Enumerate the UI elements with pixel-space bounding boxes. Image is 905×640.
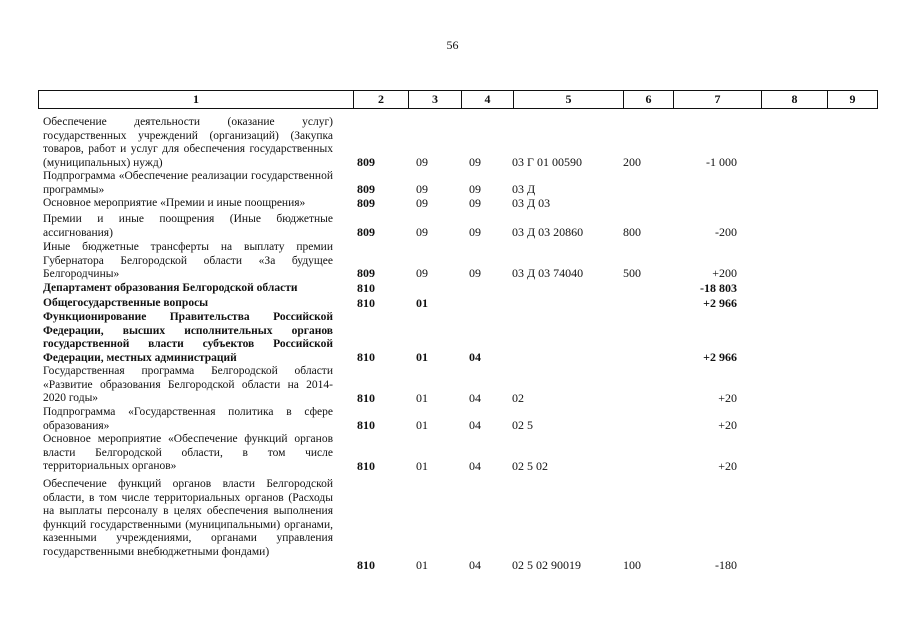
row-code: 809 xyxy=(357,182,375,196)
header-col-2: 2 xyxy=(353,91,408,108)
row-expense-type: 200 xyxy=(623,155,641,169)
header-col-8: 8 xyxy=(761,91,827,108)
header-col-6: 6 xyxy=(623,91,673,108)
row-section: 09 xyxy=(416,266,428,280)
row-section: 01 xyxy=(416,350,428,364)
row-section: 01 xyxy=(416,391,428,405)
header-col-7: 7 xyxy=(673,91,761,108)
row-target-article: 03 Д xyxy=(512,182,536,196)
row-code: 810 xyxy=(357,296,375,310)
row-target-article: 02 5 xyxy=(512,418,533,432)
row-target-article: 02 5 02 xyxy=(512,459,548,473)
row-subsection: 04 xyxy=(469,391,481,405)
row-description: Департамент образования Белгородской области xyxy=(43,282,298,294)
row-amount: +20 xyxy=(718,391,737,405)
row-amount: +20 xyxy=(718,418,737,432)
header-col-1: 1 xyxy=(193,92,199,106)
row-code: 810 xyxy=(357,558,375,572)
row-subsection: 09 xyxy=(469,225,481,239)
row-target-article: 03 Г 01 00590 xyxy=(512,155,582,169)
row-description: Подпрограмма «Государственная политика в сфере образования» xyxy=(43,406,333,432)
row-target-article: 03 Д 03 xyxy=(512,196,551,210)
row-amount: -200 xyxy=(715,225,737,239)
row-description: Обеспечение деятельности (оказание услуг) государственных учреждений (организаций) (Закупка товаров, работ и услуг для обеспечения государственных (муниципальных) нужд) xyxy=(43,116,333,169)
row-subsection: 04 xyxy=(469,418,481,432)
row-description: Иные бюджетные трансферты на выплату премии Губернатора Белгородской области «За будущее Белгородчины» xyxy=(43,241,333,281)
header-col-9: 9 xyxy=(827,91,877,108)
row-code: 809 xyxy=(357,225,375,239)
row-description: Подпрограмма «Обеспечение реализации государственной программы» xyxy=(43,170,333,196)
row-code: 809 xyxy=(357,266,375,280)
row-description: Функционирование Правительства Российской Федерации, высших исполнительных органов государственной власти субъектов Российской Федерации, местных администраций xyxy=(43,311,333,364)
row-target-article: 02 5 02 90019 xyxy=(512,558,581,572)
row-amount: -180 xyxy=(715,558,737,572)
row-section: 09 xyxy=(416,182,428,196)
table-header xyxy=(38,90,878,109)
header-col-5: 5 xyxy=(513,91,623,108)
row-target-article: 03 Д 03 20860 xyxy=(512,225,584,239)
row-section: 09 xyxy=(416,196,428,210)
row-description: Обеспечение функций органов власти Белгородской области, в том числе территориальных органов (Расходы на выплаты персоналу в целях обеспечения выполнения функций государственными (муниципальными) органами, казенными учреждениями, органами управления государственными внебюджетными фондами) xyxy=(43,478,333,558)
row-target-article: 02 xyxy=(512,391,524,405)
row-section: 01 xyxy=(416,558,428,572)
row-amount: +2 966 xyxy=(703,296,737,310)
row-subsection: 09 xyxy=(469,182,481,196)
row-expense-type: 100 xyxy=(623,558,641,572)
row-section: 01 xyxy=(416,459,428,473)
row-subsection: 09 xyxy=(469,266,481,280)
header-col-3: 3 xyxy=(408,91,461,108)
row-amount: +200 xyxy=(712,266,737,280)
row-code: 810 xyxy=(357,391,375,405)
row-description: Основное мероприятие «Обеспечение функций органов власти Белгородской области, в том числе территориальных органов» xyxy=(43,433,333,473)
row-section: 01 xyxy=(416,296,428,310)
row-description: Премии и иные поощрения (Иные бюджетные ассигнования) xyxy=(43,213,333,239)
row-subsection: 09 xyxy=(469,196,481,210)
row-subsection: 04 xyxy=(469,350,481,364)
row-code: 810 xyxy=(357,418,375,432)
row-code: 810 xyxy=(357,281,375,295)
row-code: 810 xyxy=(357,350,375,364)
row-subsection: 04 xyxy=(469,558,481,572)
row-code: 810 xyxy=(357,459,375,473)
row-expense-type: 500 xyxy=(623,266,641,280)
row-description: Основное мероприятие «Премии и иные поощрения» xyxy=(43,197,306,209)
row-code: 809 xyxy=(357,155,375,169)
row-amount: -18 803 xyxy=(700,281,737,295)
row-expense-type: 800 xyxy=(623,225,641,239)
row-subsection: 09 xyxy=(469,155,481,169)
row-section: 09 xyxy=(416,225,428,239)
row-code: 809 xyxy=(357,196,375,210)
row-amount: -1 000 xyxy=(706,155,737,169)
row-target-article: 03 Д 03 74040 xyxy=(512,266,584,280)
header-col-4: 4 xyxy=(461,91,513,108)
row-description: Государственная программа Белгородской области «Развитие образования Белгородской области на 2014-2020 годы» xyxy=(43,365,333,405)
row-amount: +2 966 xyxy=(703,350,737,364)
row-section: 01 xyxy=(416,418,428,432)
page-number: 56 xyxy=(446,38,459,52)
row-amount: +20 xyxy=(718,459,737,473)
row-description: Общегосударственные вопросы xyxy=(43,297,209,309)
row-section: 09 xyxy=(416,155,428,169)
row-subsection: 04 xyxy=(469,459,481,473)
